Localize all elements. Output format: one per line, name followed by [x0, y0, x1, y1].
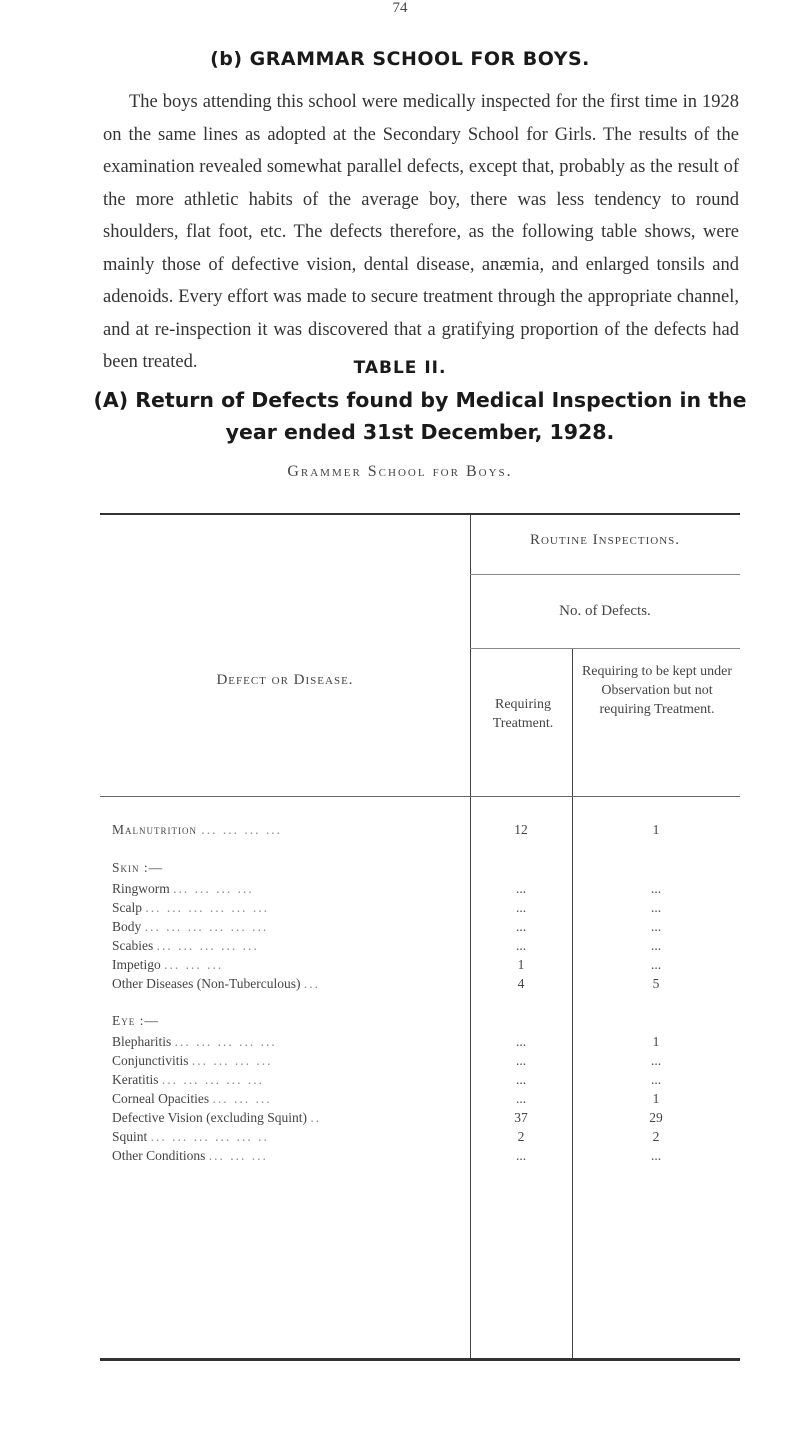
table-bottom-rule [100, 1358, 740, 1361]
row-label: Squint ... ... ... ... ... .. [112, 1129, 269, 1144]
cell-treatment: ... [515, 1148, 527, 1163]
row-label: Skin :— [112, 860, 164, 875]
row-label: Corneal Opacities ... ... ... [112, 1091, 272, 1106]
group-rule [470, 574, 740, 575]
header-rule [100, 796, 740, 797]
row-label: Other Conditions ... ... ... [112, 1148, 268, 1163]
cell-treatment: 37 [514, 1110, 528, 1125]
cell-treatment: ... [515, 900, 527, 915]
cell-observation: 1 [652, 822, 660, 837]
cell-treatment: ... [515, 1053, 527, 1068]
cell-treatment: ... [515, 1034, 527, 1049]
cell-observation: ... [650, 1072, 662, 1087]
cell-treatment: 2 [517, 1129, 525, 1144]
section-heading: (b) GRAMMAR SCHOOL FOR BOYS. [210, 48, 590, 70]
table-caption: (A) Return of Defects found by Medical Inspection in the year ended 31st December, 1928. [93, 388, 747, 444]
cell-observation: ... [650, 881, 662, 896]
cell-treatment: ... [515, 919, 527, 934]
cell-observation: 5 [652, 976, 660, 991]
row-label: Keratitis ... ... ... ... ... [112, 1072, 264, 1087]
cell-treatment: 4 [517, 976, 525, 991]
row-label: Eye :— [112, 1013, 159, 1028]
table-top-rule [100, 513, 740, 515]
row-label: Other Diseases (Non-Tuberculous) ... [112, 976, 320, 991]
cell-observation: ... [650, 1053, 662, 1068]
row-label: Malnutrition ... ... ... ... [112, 822, 282, 837]
row-label: Conjunctivitis ... ... ... ... [112, 1053, 273, 1068]
row-label: Impetigo ... ... ... [112, 957, 224, 972]
cell-observation: 1 [652, 1034, 660, 1049]
cell-treatment: ... [515, 1072, 527, 1087]
header-requiring-treatment: Requiring Treatment. [492, 697, 554, 731]
header-requiring-observation: Requiring to be kept under Observation but not requiring Treatment. [581, 664, 733, 717]
cell-treatment: ... [515, 881, 527, 896]
cell-observation: ... [650, 938, 662, 953]
row-label: Scabies ... ... ... ... ... [112, 938, 259, 953]
cell-observation: 29 [649, 1110, 663, 1125]
row-label: Defective Vision (excluding Squint) .. [112, 1110, 322, 1125]
header-routine-inspections: Routine Inspections. [529, 532, 681, 548]
cell-treatment: 12 [514, 822, 528, 837]
row-label: Blepharitis ... ... ... ... ... [112, 1034, 277, 1049]
column-divider-2 [572, 648, 573, 1358]
cell-observation: 1 [652, 1091, 660, 1106]
cell-treatment: ... [515, 938, 527, 953]
cell-observation: ... [650, 919, 662, 934]
cell-treatment: ... [515, 1091, 527, 1106]
row-label: Ringworm ... ... ... ... [112, 881, 254, 896]
cell-treatment: 1 [517, 957, 525, 972]
school-name: Grammer School for Boys. [287, 463, 513, 480]
cell-observation: 2 [652, 1129, 660, 1144]
page-number: 74 [392, 0, 408, 16]
cell-observation: ... [650, 957, 662, 972]
row-label: Scalp ... ... ... ... ... ... [112, 900, 269, 915]
header-number-of-defects: No. of Defects. [559, 603, 651, 619]
cell-observation: ... [650, 1148, 662, 1163]
subgroup-rule [470, 648, 740, 649]
header-defect-column: Defect or Disease. [216, 672, 354, 688]
intro-paragraph: The boys attending this school were medically inspected for the first time in 1928 on the same lines as adopted at the Secondary School for Girls. The results of the examination revealed somewhat parallel defects, except that, probably as the result of the more athletic habits of the average boy, there was less tendency to round shoulders, flat foot, etc. The defects therefore, as the following table shows, were mainly those of defective vision, dental disease, anæmia, and enlarged tonsils and adenoids. Every effort was made to secure treatment through the appropriate channel, and at re-inspection it was discovered that a gratifying proportion of the defects had been treated. [103, 92, 739, 372]
column-divider-1 [470, 515, 471, 1358]
row-label: Body ... ... ... ... ... ... [112, 919, 269, 934]
table-title: TABLE II. [353, 358, 447, 378]
cell-observation: ... [650, 900, 662, 915]
